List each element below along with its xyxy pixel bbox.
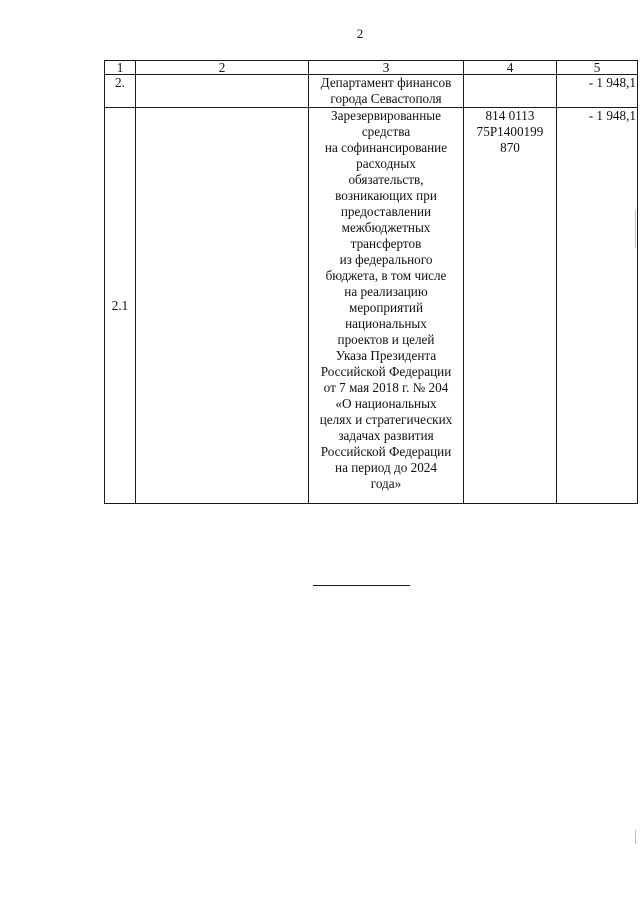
header-cell-3: 3 bbox=[309, 61, 464, 75]
header-cell-1: 1 bbox=[105, 61, 136, 75]
page-number: 2 bbox=[356, 26, 364, 41]
table-header-row bbox=[105, 61, 638, 75]
header-cell-2: 2 bbox=[136, 61, 309, 75]
row-number: 2. bbox=[105, 75, 136, 108]
table-row bbox=[105, 108, 638, 504]
row-description: Департамент финансов города Севастополя bbox=[309, 75, 464, 108]
row-code: 814 0113 75Р1400199 870 bbox=[464, 108, 557, 504]
header-cell-4: 4 bbox=[464, 61, 557, 75]
row-col2 bbox=[136, 108, 309, 504]
end-separator-line bbox=[313, 585, 410, 586]
row-number: 2.1 bbox=[105, 108, 136, 504]
scan-edge-mark bbox=[635, 830, 636, 844]
table-row bbox=[105, 75, 638, 108]
row-col2 bbox=[136, 75, 309, 108]
scan-edge-mark bbox=[635, 210, 636, 248]
row-code bbox=[464, 75, 557, 108]
budget-table bbox=[104, 60, 638, 504]
header-cell-5: 5 bbox=[557, 61, 638, 75]
row-amount: - 1 948,1 bbox=[557, 75, 638, 108]
row-description: Зарезервированные средства на софинансирование расходных обязательств, возникающих при предоставлении межбюджетных трансфертов из федерального бюджета, в том числе на реализацию мероприятий национальных проектов и целей Указа Президента Российской Федерации от 7 мая 2018 г. № 204 «О национальных целях и стратегических задачах развития Российской Федерации на период до 2024 года» bbox=[309, 108, 464, 504]
row-amount: - 1 948,1 bbox=[557, 108, 638, 504]
